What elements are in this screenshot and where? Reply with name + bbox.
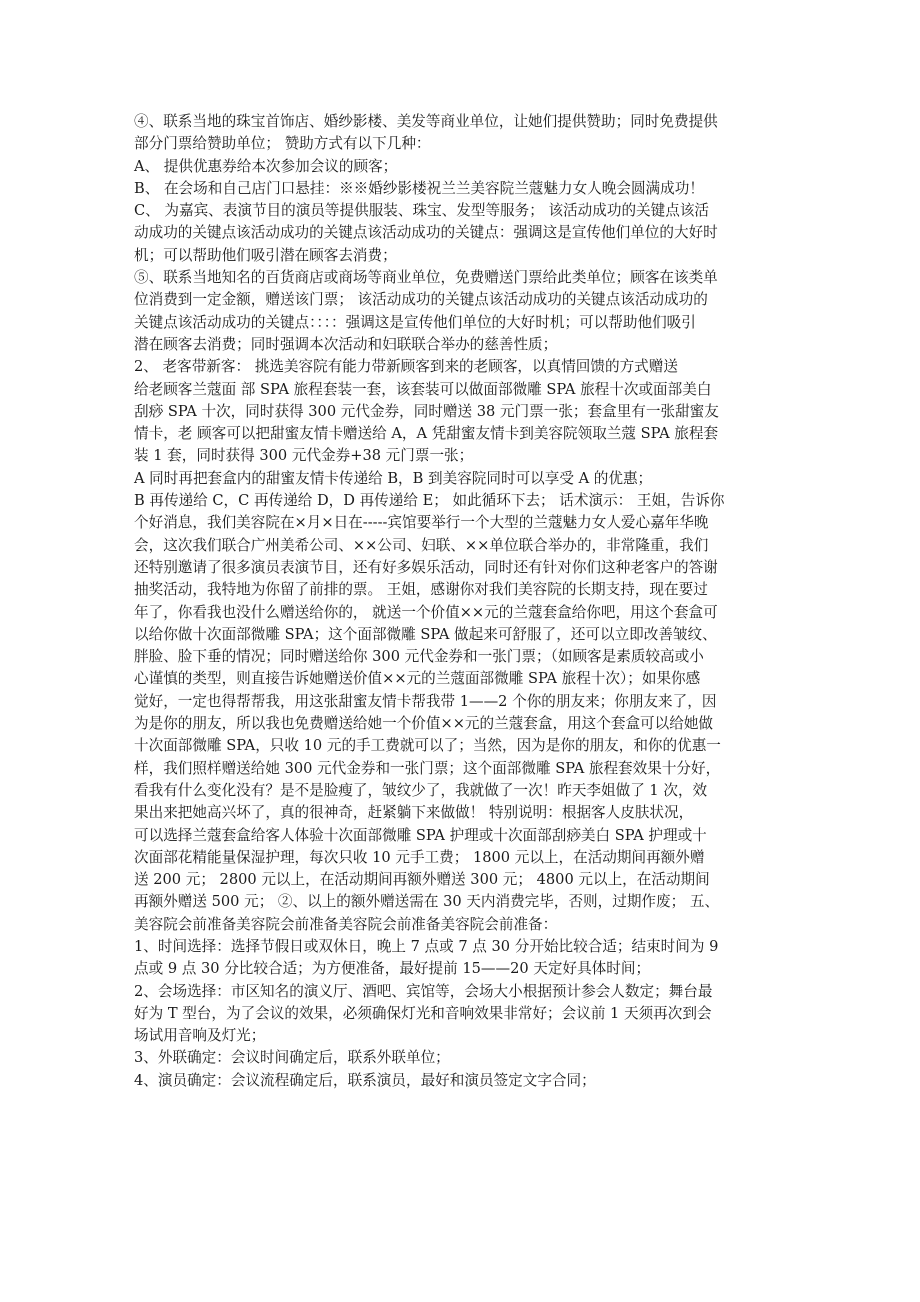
text-line: 给老顾客兰蔻面 部 SPA 旅程套装一套，该套装可以做面部微雕 SPA 旅程十次或面部美白 xyxy=(134,380,712,398)
text-line: A 同时再把套盒内的甜蜜友情卡传递给 B，B 到美容院同时可以享受 A 的优惠； xyxy=(134,469,653,487)
text-line: 1、时间选择：选择节假日或双休日，晚上 7 点或 7 点 30 分开始比较合适；结束时间为 9 xyxy=(134,937,719,955)
text-line: C、 为嘉宾、表演节目的演员等提供服装、珠宝、发型等服务； 该活动成功的关键点该活 xyxy=(134,202,710,220)
text-line: 再额外赠送 500 元； ②、以上的额外赠送需在 30 天内消费完毕，否则，过期作废； 五、 xyxy=(134,893,720,911)
text-line: 2、会场选择：市区知名的演义厅、酒吧、宾馆等，会场大小根据预计参会人数定；舞台最 xyxy=(134,982,713,1000)
text-line: 样，我们照样赠送给她 300 元代金券和一张门票；这个面部微雕 SPA 旅程套效果十分好， xyxy=(134,759,721,777)
text-line: 果出来把她高兴坏了，真的很神奇，赶紧躺下来做做！ 特别说明：根据客人皮肤状况， xyxy=(134,804,694,822)
text-line: 十次面部微雕 SPA，只收 10 元的手工费就可以了；当然，因为是你的朋友，和你的优惠一 xyxy=(134,737,721,755)
text-line: 刮痧 SPA 十次，同时获得 300 元代金券，同时赠送 38 元门票一张；套盒里有一张甜蜜友 xyxy=(134,402,719,420)
text-line: 次面部花精能量保湿护理，每次只收 10 元手工费； 1800 元以上，在活动期间再额外赠 xyxy=(134,848,705,866)
text-line: 还特别邀请了很多演员表演节目，还有好多娱乐活动，同时还有针对你们这种老客户的答谢 xyxy=(134,558,718,576)
text-line: 装 1 套，同时获得 300 元代金券+38 元门票一张； xyxy=(134,447,474,465)
text-line: 年了，你看我也没什么赠送给你的， 就送一个价值××元的兰蔻套盒给你吧，用这个套盒可 xyxy=(134,603,718,621)
text-line: 可以选择兰蔻套盒给客人体验十次面部微雕 SPA 护理或十次面部刮痧美白 SPA 护理或十 xyxy=(134,826,707,844)
text-line: B、 在会场和自己店门口悬挂：※※婚纱影楼祝兰兰美容院兰蔻魅力女人晚会圆满成功！ xyxy=(134,179,704,197)
text-line: 抽奖活动，我特地为你留了前排的票。 王姐，感谢你对我们美容院的长期支持，现在要过 xyxy=(134,581,708,599)
text-line: 4、演员确定：会议流程确定后，联系演员，最好和演员签定文字合同； xyxy=(134,1071,596,1089)
text-line: 3、外联确定：会议时间确定后，联系外联单位； xyxy=(134,1049,450,1067)
text-line: 觉好，一定也得帮帮我，用这张甜蜜友情卡帮我带 1——2 个你的朋友来；你朋友来了，因 xyxy=(134,692,717,710)
text-line: 位消费到一定金额，赠送该门票； 该活动成功的关键点该活动成功的关键点该活动成功的 xyxy=(134,291,708,309)
text-line: 为是你的朋友，所以我也免费赠送给她一个价值××元的兰蔻套盒，用这个套盒可以给她做 xyxy=(134,715,714,733)
text-line: 点或 9 点 30 分比较合适；为方便准备，最好提前 15——20 天定好具体时间； xyxy=(134,960,651,978)
text-line: 会，这次我们联合广州美希公司、××公司、妇联、××单位联合举办的，非常隆重，我们 xyxy=(134,536,709,554)
text-line: B 再传递给 C，C 再传递给 D，D 再传递给 E； 如此循环下去； 话术演示： 王姐，告诉你 xyxy=(134,492,725,510)
text-line: 送 200 元； 2800 元以上，在活动期间再额外赠送 300 元； 4800 元以上，在活动期间 xyxy=(134,871,710,889)
text-line: 2、 老客带新客： 挑选美容院有能力带新顾客到来的老顾客，以真情回馈的方式赠送 xyxy=(134,358,678,376)
text-line: 潜在顾客去消费；同时强调本次活动和妇联联合举办的慈善性质； xyxy=(134,335,558,353)
text-line: 以给你做十次面部微雕 SPA；这个面部微雕 SPA 做起来可舒服了，还可以立即改善皱纹、 xyxy=(134,625,717,643)
text-line: 心谨慎的类型，则直接告诉她赠送价值××元的兰蔻面部微雕 SPA 旅程十次）；如果你感 xyxy=(134,670,701,688)
text-line: 胖脸、脸下垂的情况；同时赠送给你 300 元代金券和一张门票；（如顾客是素质较高或小 xyxy=(134,648,704,666)
text-line: 部分门票给赞助单位； 赞助方式有以下几种： xyxy=(134,135,431,153)
text-line: 动成功的关键点该活动成功的关键点该活动成功的关键点：强调这是宣传他们单位的大好时 xyxy=(134,224,718,242)
text-line: ④、联系当地的珠宝首饰店、婚纱影楼、美发等商业单位，让她们提供赞助；同时免费提供 xyxy=(134,113,718,130)
text-line: 场试用音响及灯光； xyxy=(134,1027,266,1045)
document-body xyxy=(134,111,794,1092)
text-line: 个好消息，我们美容院在×月×日在-----宾馆要举行一个大型的兰蔻魅力女人爱心嘉年华晚 xyxy=(134,514,709,532)
text-line: 美容院会前准备美容院会前准备美容院会前准备美容院会前准备： xyxy=(134,915,558,933)
text-line: 好为 T 型台，为了会议的效果，必须确保灯光和音响效果非常好；会议前 1 天须再次到会 xyxy=(134,1004,712,1022)
text-line: 机；可以帮助他们吸引潜在顾客去消费； xyxy=(134,246,397,264)
text-line: 关键点该活动成功的关键点：：：：强调这是宣传他们单位的大好时机；可以帮助他们吸引 xyxy=(134,313,696,331)
text-line: A、 提供优惠券给本次参加会议的顾客； xyxy=(134,157,398,175)
text-line: ⑤、联系当地知名的百货商店或商场等商业单位，免费赠送门票给此类单位；顾客在该类单 xyxy=(134,269,718,287)
text-line: 看我有什么变化没有？是不是脸瘦了，皱纹少了，我就做了一次！昨天李姐做了 1 次，效 xyxy=(134,781,708,799)
text-line: 情卡，老 顾客可以把甜蜜友情卡赠送给 A，A 凭甜蜜友情卡到美容院领取兰蔻 SPA 旅程套 xyxy=(134,425,719,443)
